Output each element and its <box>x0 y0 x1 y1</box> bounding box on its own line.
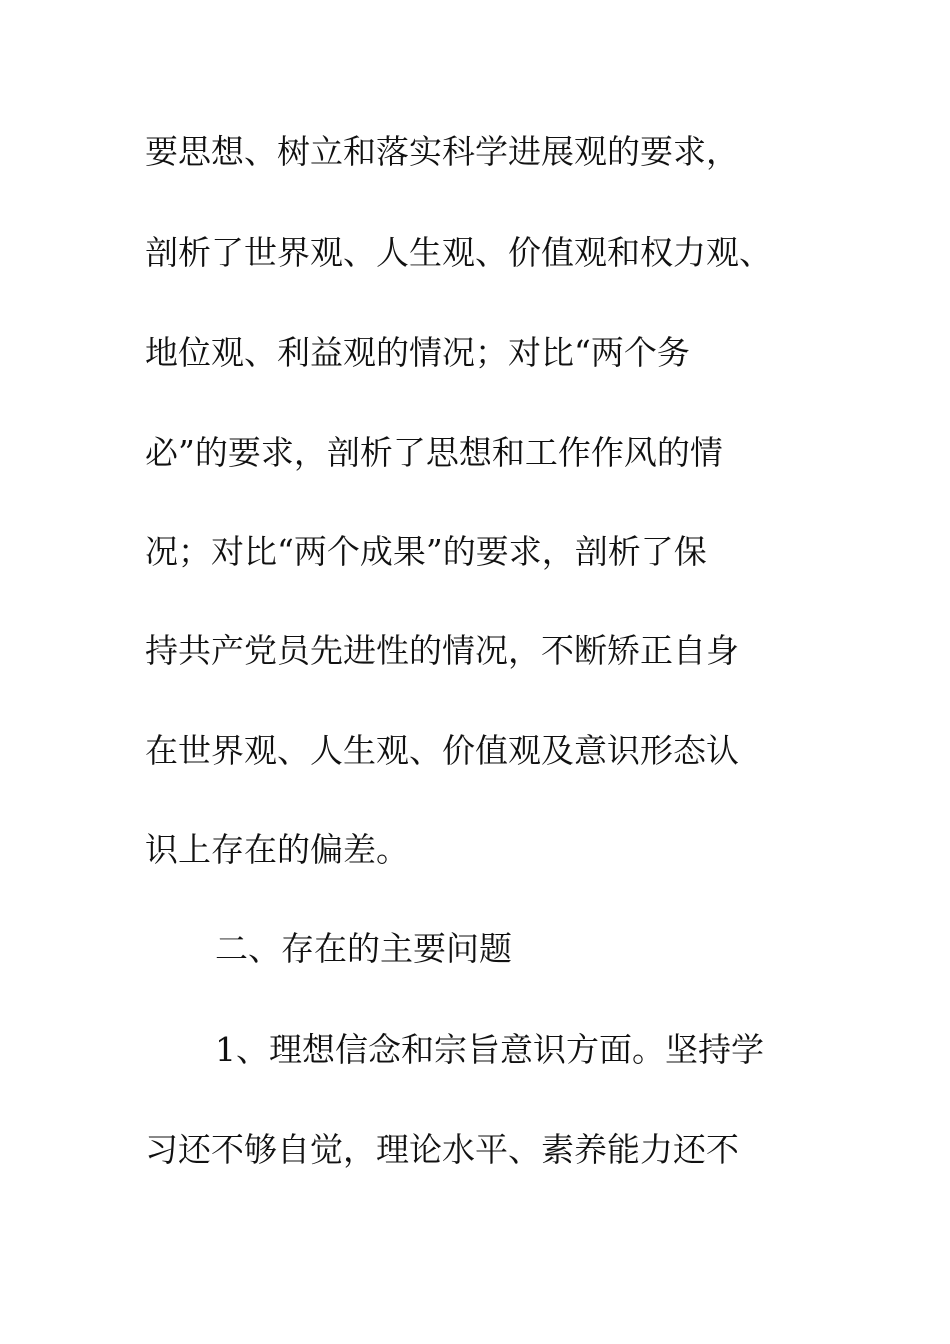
text-line-2: 剖析了世界观、人生观、价值观和权力观、 <box>145 233 772 272</box>
text-line-11: 习还不够自觉，理论水平、素养能力还不 <box>145 1130 739 1169</box>
text-line-1: 要思想、树立和落实科学进展观的要求， <box>145 132 739 171</box>
section-heading: 二、存在的主要问题 <box>215 929 512 968</box>
text-line-7: 在世界观、人生观、价值观及意识形态认 <box>145 731 739 770</box>
text-line-4: 必”的要求，剖析了思想和工作作风的情 <box>145 433 723 472</box>
text-line-3: 地位观、利益观的情况；对比“两个务 <box>145 333 690 372</box>
text-line-6: 持共产党员先进性的情况，不断矫正自身 <box>145 631 739 670</box>
text-line-8: 识上存在的偏差。 <box>145 830 409 869</box>
text-line-5: 况；对比“两个成果”的要求，剖析了保 <box>145 532 707 571</box>
text-line-10: 1、理想信念和宗旨意识方面。坚持学 <box>215 1030 764 1069</box>
